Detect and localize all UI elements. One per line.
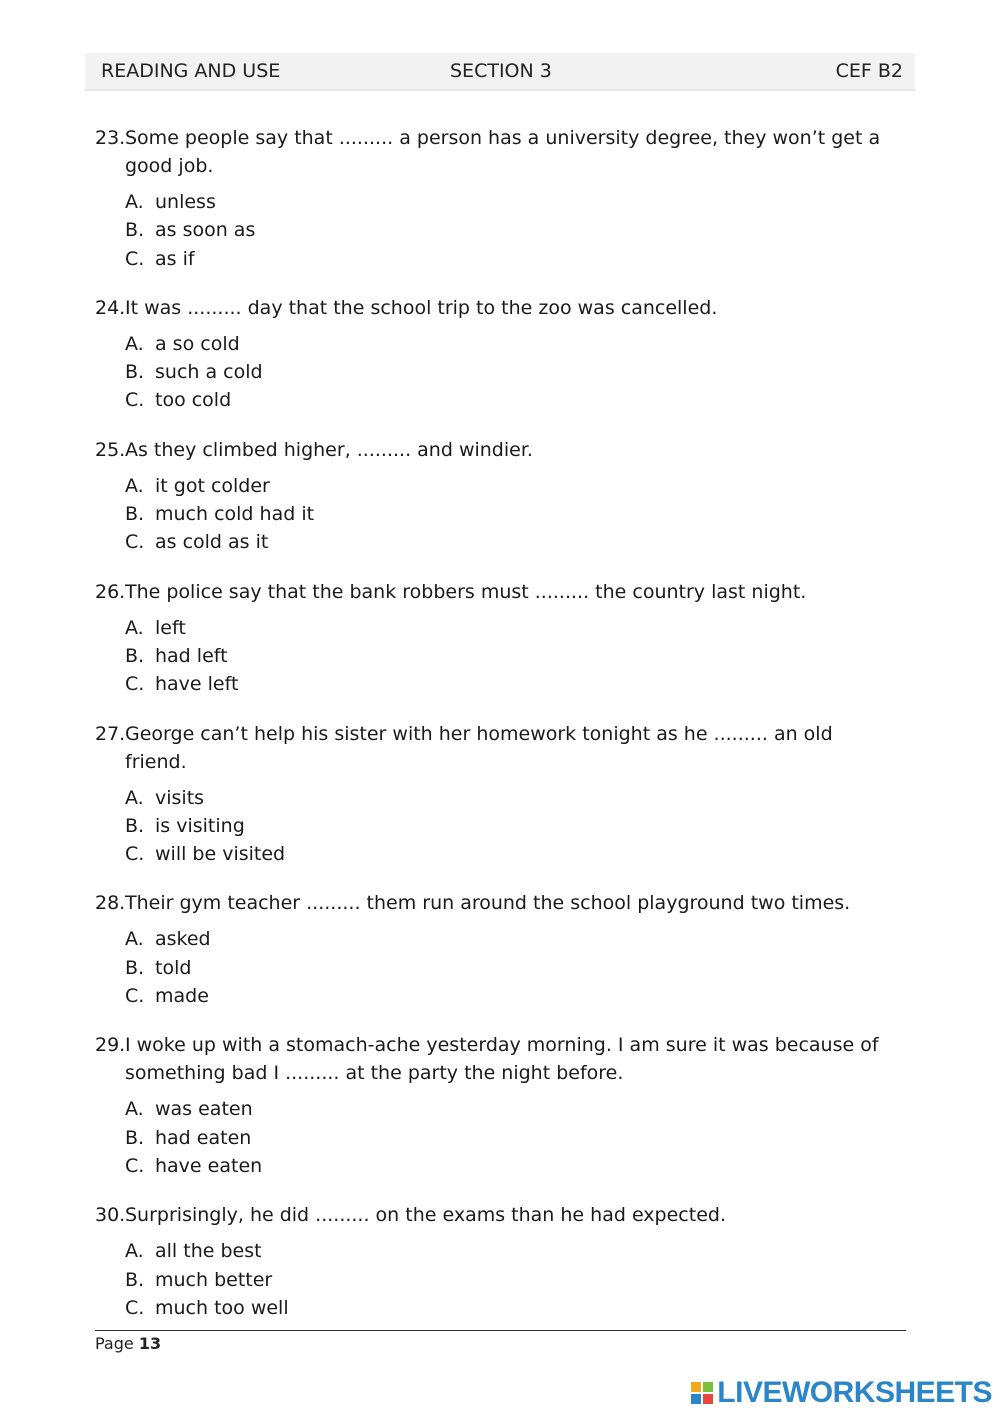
option-text: asked	[155, 928, 211, 951]
option-text: left	[155, 616, 186, 639]
option-letter: B.	[125, 1126, 145, 1149]
answer-option[interactable]	[125, 1152, 895, 1180]
option-text: a so cold	[155, 332, 240, 355]
answer-options	[125, 614, 895, 699]
option-text: unless	[155, 191, 216, 213]
option-text: all the best	[155, 1240, 262, 1263]
question-item	[95, 889, 895, 1010]
question-stem	[95, 124, 895, 180]
question-item	[95, 294, 895, 415]
answer-options	[125, 784, 895, 869]
option-letter: A.	[125, 1098, 144, 1121]
question-number: 26.	[95, 580, 126, 603]
question-text: I woke up with a stomach-ache yesterday morning. I am sure it was because of something bad I ......... at the party the night before.	[125, 1034, 879, 1085]
answer-options	[125, 1095, 895, 1180]
option-letter: C.	[125, 1154, 145, 1177]
option-text: as cold as it	[155, 531, 269, 554]
question-item	[95, 124, 895, 273]
page-label: Page	[95, 1334, 134, 1353]
question-stem	[95, 436, 895, 464]
answer-option[interactable]	[125, 1237, 895, 1265]
answer-option[interactable]	[125, 188, 895, 216]
answer-option[interactable]	[125, 784, 895, 812]
option-letter: C.	[125, 1296, 145, 1319]
answer-option[interactable]	[125, 840, 895, 868]
question-stem	[95, 720, 895, 776]
option-letter: B.	[125, 219, 145, 242]
question-number: 27.	[95, 722, 126, 745]
option-text: told	[155, 956, 192, 979]
question-text: It was ......... day that the school trip to the zoo was cancelled.	[125, 296, 718, 319]
answer-option[interactable]	[125, 500, 895, 528]
option-letter: C.	[125, 247, 145, 270]
option-text: much better	[155, 1268, 273, 1291]
liveworksheets-logo-icon	[691, 1382, 713, 1404]
answer-option[interactable]	[125, 1266, 895, 1294]
option-letter: B.	[125, 361, 145, 384]
answer-option[interactable]	[125, 670, 895, 698]
option-text: will be visited	[155, 843, 286, 866]
option-text: as if	[155, 247, 195, 270]
option-letter: A.	[125, 191, 144, 213]
answer-option[interactable]	[125, 386, 895, 414]
option-letter: B.	[125, 1268, 145, 1291]
answer-options	[125, 188, 895, 273]
option-text: visits	[155, 786, 205, 809]
question-number: 29.	[95, 1034, 126, 1057]
question-number: 25.	[95, 438, 126, 461]
option-text: had left	[155, 644, 228, 667]
answer-option[interactable]	[125, 1294, 895, 1322]
question-text: Surprisingly, he did ......... on the exams than he had expected.	[125, 1204, 726, 1227]
answer-option[interactable]	[125, 1095, 895, 1123]
answer-options	[125, 330, 895, 415]
header-level: CEF B2	[835, 60, 903, 82]
answer-option[interactable]	[125, 642, 895, 670]
option-letter: C.	[125, 389, 145, 412]
option-text: much cold had it	[155, 503, 315, 526]
option-letter: A.	[125, 1240, 144, 1263]
answer-option[interactable]	[125, 812, 895, 840]
option-text: such a cold	[155, 361, 263, 384]
question-stem	[95, 889, 895, 917]
answer-option[interactable]	[125, 472, 895, 500]
option-text: much too well	[155, 1296, 289, 1319]
page-footer	[95, 1334, 161, 1353]
option-letter: C.	[125, 531, 145, 554]
question-number: 23.	[95, 127, 126, 149]
option-text: was eaten	[155, 1098, 253, 1121]
question-item	[95, 1201, 895, 1322]
answer-option[interactable]	[125, 1124, 895, 1152]
answer-option[interactable]	[125, 330, 895, 358]
question-item	[95, 436, 895, 557]
answer-option[interactable]	[125, 925, 895, 953]
option-letter: B.	[125, 644, 145, 667]
question-item	[95, 1031, 895, 1180]
answer-option[interactable]	[125, 982, 895, 1010]
question-number: 24.	[95, 296, 126, 319]
option-letter: A.	[125, 928, 144, 951]
question-number: 28.	[95, 892, 126, 915]
option-text: is visiting	[155, 814, 245, 837]
question-stem	[95, 1201, 895, 1229]
question-stem	[95, 294, 895, 322]
option-text: too cold	[155, 389, 232, 412]
answer-option[interactable]	[125, 528, 895, 556]
option-text: it got colder	[155, 474, 270, 497]
answer-option[interactable]	[125, 954, 895, 982]
page-number: 13	[138, 1334, 162, 1353]
answer-options	[125, 1237, 895, 1322]
question-text: Their gym teacher ......... them run around the school playground two times.	[125, 892, 851, 915]
header-section: SECTION 3	[450, 60, 552, 82]
option-letter: A.	[125, 786, 144, 809]
option-letter: A.	[125, 474, 144, 497]
option-letter: B.	[125, 814, 145, 837]
page-header	[85, 53, 915, 91]
question-item	[95, 720, 895, 869]
option-letter: C.	[125, 985, 145, 1008]
option-letter: B.	[125, 503, 145, 526]
header-title: READING AND USE	[101, 60, 281, 82]
option-text: had eaten	[155, 1126, 252, 1149]
option-text: have left	[155, 673, 239, 696]
question-item	[95, 578, 895, 699]
question-list	[95, 124, 895, 1343]
footer-divider	[95, 1330, 906, 1331]
question-text: George can’t help his sister with her homework tonight as he ......... an old friend.	[125, 722, 833, 773]
question-stem	[95, 1031, 895, 1087]
answer-option[interactable]	[125, 216, 895, 244]
option-text: made	[155, 985, 209, 1008]
answer-option[interactable]	[125, 245, 895, 273]
question-number: 30.	[95, 1204, 126, 1227]
brand-watermark	[691, 1375, 992, 1411]
question-stem	[95, 578, 895, 606]
option-letter: A.	[125, 332, 144, 355]
option-letter: B.	[125, 956, 145, 979]
question-text: As they climbed higher, ......... and windier.	[125, 438, 533, 461]
option-letter: A.	[125, 616, 144, 639]
option-letter: C.	[125, 843, 145, 866]
answer-options	[125, 925, 895, 1010]
answer-option[interactable]	[125, 614, 895, 642]
brand-name: LIVEWORKSHEETS	[717, 1376, 992, 1409]
question-text: The police say that the bank robbers must ......... the country last night.	[125, 580, 807, 603]
question-text: Some people say that ......... a person has a university degree, they won’t get a good job.	[125, 127, 881, 177]
answer-option[interactable]	[125, 358, 895, 386]
option-letter: C.	[125, 673, 145, 696]
answer-options	[125, 472, 895, 557]
option-text: have eaten	[155, 1154, 263, 1177]
option-text: as soon as	[155, 219, 256, 242]
